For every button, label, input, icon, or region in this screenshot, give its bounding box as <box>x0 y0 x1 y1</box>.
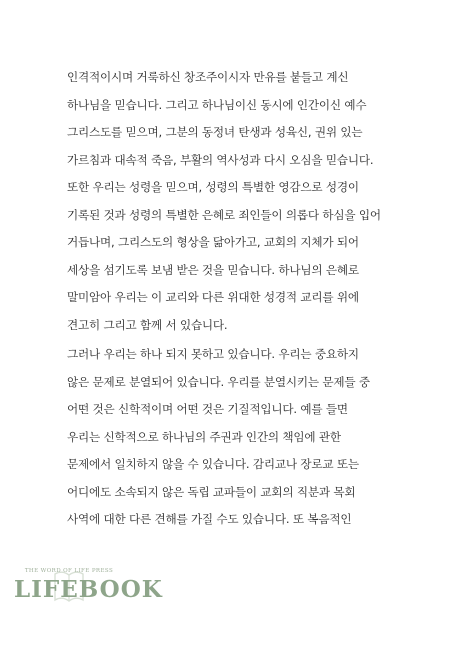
text-line: 문제에서 일치하지 않을 수 있습니다. 감리교나 장로교 또는 <box>67 457 359 471</box>
text-line: 거듭나며, 그리스도의 형상을 닮아가고, 교회의 지체가 되어 <box>67 235 359 249</box>
text-line: 않은 문제로 분열되어 있습니다. 우리를 분열시키는 문제들 중 <box>67 374 370 389</box>
text-line: 사역에 대한 다른 견해를 가질 수도 있습니다. 또 복음적인 <box>67 512 352 526</box>
lifebook-logo <box>14 566 163 624</box>
logo-wordmark: LIFEBOOK <box>14 576 163 603</box>
text-line: 어디에도 소속되지 않은 독립 교파들이 교회의 직분과 목회 <box>67 484 356 499</box>
text-line: 또한 우리는 성령을 믿으며, 성령의 특별한 영감으로 성경이 <box>67 180 359 194</box>
text-line: 그리스도를 믿으며, 그분의 동정녀 탄생과 성육신, 권위 있는 <box>67 125 363 139</box>
text-line: 하나님을 믿습니다. 그리고 하나님이신 동시에 인간이신 예수 <box>67 97 367 112</box>
paragraph-1 <box>67 64 407 339</box>
text-line: 우리는 신학적으로 하나님의 주권과 인간의 책임에 관한 <box>67 429 341 444</box>
text-line: 가르침과 대속적 죽음, 부활의 역사성과 다시 오심을 믿습니다. <box>67 152 374 167</box>
text-line: 어떤 것은 신학적이며 어떤 것은 기질적입니다. 예를 들면 <box>67 402 348 416</box>
text-line: 기록된 것과 성령의 특별한 은혜로 죄인들이 의롭다 하심을 입어 <box>67 207 381 222</box>
text-line: 말미암아 우리는 이 교리와 다른 위대한 성경적 교리를 위에 <box>67 290 359 304</box>
text-line: 세상을 섬기도록 보냄 받은 것을 믿습니다. 하나님의 은혜로 <box>67 262 359 277</box>
logo-tagline: THE WORD OF LIFE PRESS <box>24 568 114 574</box>
text-line: 그러나 우리는 하나 되지 못하고 있습니다. 우리는 중요하지 <box>67 347 359 361</box>
text-line: 인격적이시며 거룩하신 창조주이시자 만유를 붙들고 계신 <box>67 70 349 84</box>
text-line: 견고히 그리고 함께 서 있습니다. <box>67 317 228 332</box>
paragraph-2 <box>67 341 407 534</box>
